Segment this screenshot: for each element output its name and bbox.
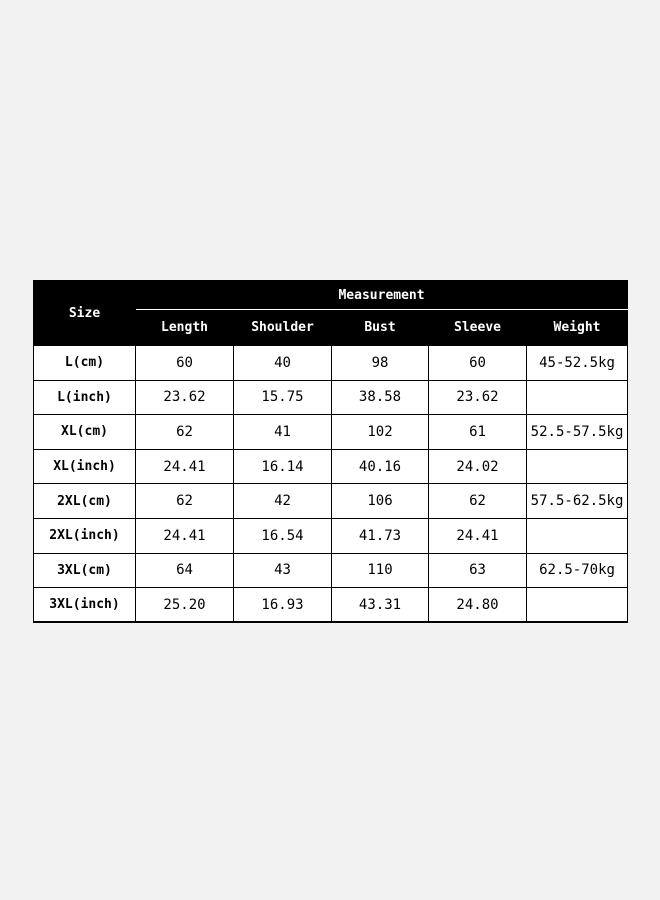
table-row: [34, 588, 628, 623]
shoulder-cell: 43: [234, 553, 332, 588]
weight-cell: [527, 518, 628, 553]
shoulder-cell: 41: [234, 415, 332, 450]
size-cell: 2XL(cm): [34, 484, 136, 519]
sleeve-cell: 24.80: [429, 588, 527, 623]
size-cell: 3XL(cm): [34, 553, 136, 588]
shoulder-cell: 40: [234, 346, 332, 381]
bust-cell: 102: [332, 415, 429, 450]
size-header: Size: [34, 281, 136, 346]
weight-cell: [527, 588, 628, 623]
size-cell: L(cm): [34, 346, 136, 381]
length-cell: 60: [136, 346, 234, 381]
length-cell: 24.41: [136, 449, 234, 484]
shoulder-cell: 42: [234, 484, 332, 519]
shoulder-cell: 16.54: [234, 518, 332, 553]
weight-cell: 62.5-70kg: [527, 553, 628, 588]
table-row: [34, 484, 628, 519]
length-cell: 25.20: [136, 588, 234, 623]
sleeve-cell: 61: [429, 415, 527, 450]
sleeve-cell: 23.62: [429, 380, 527, 415]
column-header-weight: Weight: [527, 310, 628, 346]
header-row-top: [34, 281, 628, 310]
column-header-bust: Bust: [332, 310, 429, 346]
sleeve-cell: 60: [429, 346, 527, 381]
sleeve-cell: 24.41: [429, 518, 527, 553]
length-cell: 64: [136, 553, 234, 588]
length-cell: 24.41: [136, 518, 234, 553]
length-cell: 62: [136, 415, 234, 450]
weight-cell: [527, 380, 628, 415]
sleeve-cell: 24.02: [429, 449, 527, 484]
bust-cell: 41.73: [332, 518, 429, 553]
bust-cell: 43.31: [332, 588, 429, 623]
bust-cell: 38.58: [332, 380, 429, 415]
table-row: [34, 415, 628, 450]
column-header-shoulder: Shoulder: [234, 310, 332, 346]
sleeve-cell: 63: [429, 553, 527, 588]
length-cell: 62: [136, 484, 234, 519]
size-chart-table: [33, 280, 628, 623]
size-cell: 2XL(inch): [34, 518, 136, 553]
table-header: [34, 281, 628, 346]
weight-cell: 52.5-57.5kg: [527, 415, 628, 450]
table-row: [34, 346, 628, 381]
shoulder-cell: 16.93: [234, 588, 332, 623]
size-cell: XL(inch): [34, 449, 136, 484]
weight-cell: [527, 449, 628, 484]
bust-cell: 106: [332, 484, 429, 519]
table-row: [34, 380, 628, 415]
shoulder-cell: 16.14: [234, 449, 332, 484]
bust-cell: 40.16: [332, 449, 429, 484]
measurement-header: Measurement: [136, 281, 628, 310]
length-cell: 23.62: [136, 380, 234, 415]
column-header-sleeve: Sleeve: [429, 310, 527, 346]
size-cell: L(inch): [34, 380, 136, 415]
column-header-length: Length: [136, 310, 234, 346]
table-body: [34, 346, 628, 623]
bust-cell: 110: [332, 553, 429, 588]
table-row: [34, 518, 628, 553]
size-cell: XL(cm): [34, 415, 136, 450]
weight-cell: 45-52.5kg: [527, 346, 628, 381]
shoulder-cell: 15.75: [234, 380, 332, 415]
table-row: [34, 553, 628, 588]
bust-cell: 98: [332, 346, 429, 381]
size-cell: 3XL(inch): [34, 588, 136, 623]
table-row: [34, 449, 628, 484]
weight-cell: 57.5-62.5kg: [527, 484, 628, 519]
sleeve-cell: 62: [429, 484, 527, 519]
